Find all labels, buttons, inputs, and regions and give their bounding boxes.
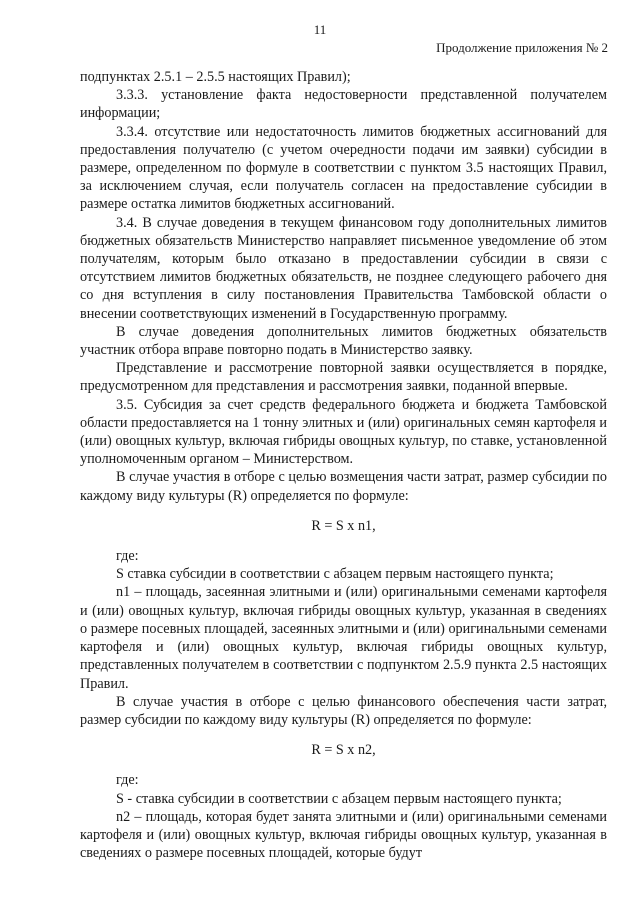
paragraph-p1: подпунктах 2.5.1 – 2.5.5 настоящих Правил); (80, 69, 351, 85)
paragraph-3-4: 3.4. В случае доведения в текущем финансовом году дополнительных лимитов бюджетных обязательств Министерство направляет письменное уведомление об этом получателям, которым было отказано в предоставлении субсидии в связи с отсутствием лимитов бюджетных обязательств, не позднее следующего рабочего дня со дня вступления в силу постановления Правительства Тамбовской области о внесении соответствующих изменений в Государственную программу. (80, 214, 607, 322)
paragraph-3-5: 3.5. Субсидия за счет средств федерального бюджета и бюджета Тамбовской области предоставляется на 1 тонну элитных и (или) оригинальных семян картофеля и (или) овощных культур, включая гибриды овощных культур, по ставке, установленной уполномоченным органом – Министерством. (80, 396, 607, 468)
paragraph-repeat-application: Представление и рассмотрение повторной заявки осуществляется в порядке, предусмотренном для представления и рассмотрения заявки, поданной впервые. (80, 360, 607, 395)
paragraph-additional-limits: В случае доведения дополнительных лимитов бюджетных обязательств участник отбора вправе повторно подать в Министерство заявку. (80, 323, 607, 359)
definition-n2: n2 – площадь, которая будет занята элитными и (или) оригинальными семенами картофеля и (или) овощных культур, включая гибриды овощных культур, указанная в сведениях о размере посевных площадей, которые будут (80, 808, 607, 862)
appendix-continuation-label: Продолжение приложения № 2 (436, 40, 608, 55)
definition-s-1: S ставка субсидии в соответствии с абзацем первым настоящего пункта; (116, 566, 554, 583)
formula-1: R = S x n1, (311, 517, 376, 534)
where-label-1: где: (116, 548, 139, 565)
document-body (80, 68, 607, 862)
formula-2: R = S x n2, (311, 742, 376, 759)
paragraph-formula-intro-2: В случае участия в отборе с целью финансового обеспечения части затрат, размер субсидии по каждому виду культуры (R) определяется по формуле: (80, 693, 607, 728)
paragraph-3-3-3: 3.3.3. установление факта недостоверности представленной получателем информации; (80, 87, 607, 122)
paragraph-3-3-4: 3.3.4. отсутствие или недостаточность лимитов бюджетных ассигнований для предоставления получателю (с учетом очередности подачи им заявки) субсидии в размере, определенном по формуле в соответствии с пунктом 3.5 настоящих Правил, за исключением случая, если получатель согласен на предоставление субсидии в размере остатка лимитов бюджетных ассигнований. (80, 123, 607, 213)
page-number: 11 (313, 22, 327, 37)
definition-s-2: S - ставка субсидии в соответствии с абзацем первым настоящего пункта; (116, 790, 562, 807)
paragraph-formula-intro-1: В случае участия в отборе с целью возмещения части затрат, размер субсидии по каждому виду культуры (R) определяется по формуле: (80, 469, 607, 504)
where-label-2: где: (116, 772, 139, 789)
definition-n1: n1 – площадь, засеянная элитными и (или) оригинальными семенами картофеля и (или) овощных культур, включая гибриды овощных культур, указанная в сведениях о размере посевных площадей, засеянных элитными и (или) оригинальными семенами картофеля и (или) овощных культур, включая гибриды овощных культур, представленных получателем в соответствии с подпунктом 2.5.9 пункта 2.5 настоящих Правил. (80, 584, 607, 692)
